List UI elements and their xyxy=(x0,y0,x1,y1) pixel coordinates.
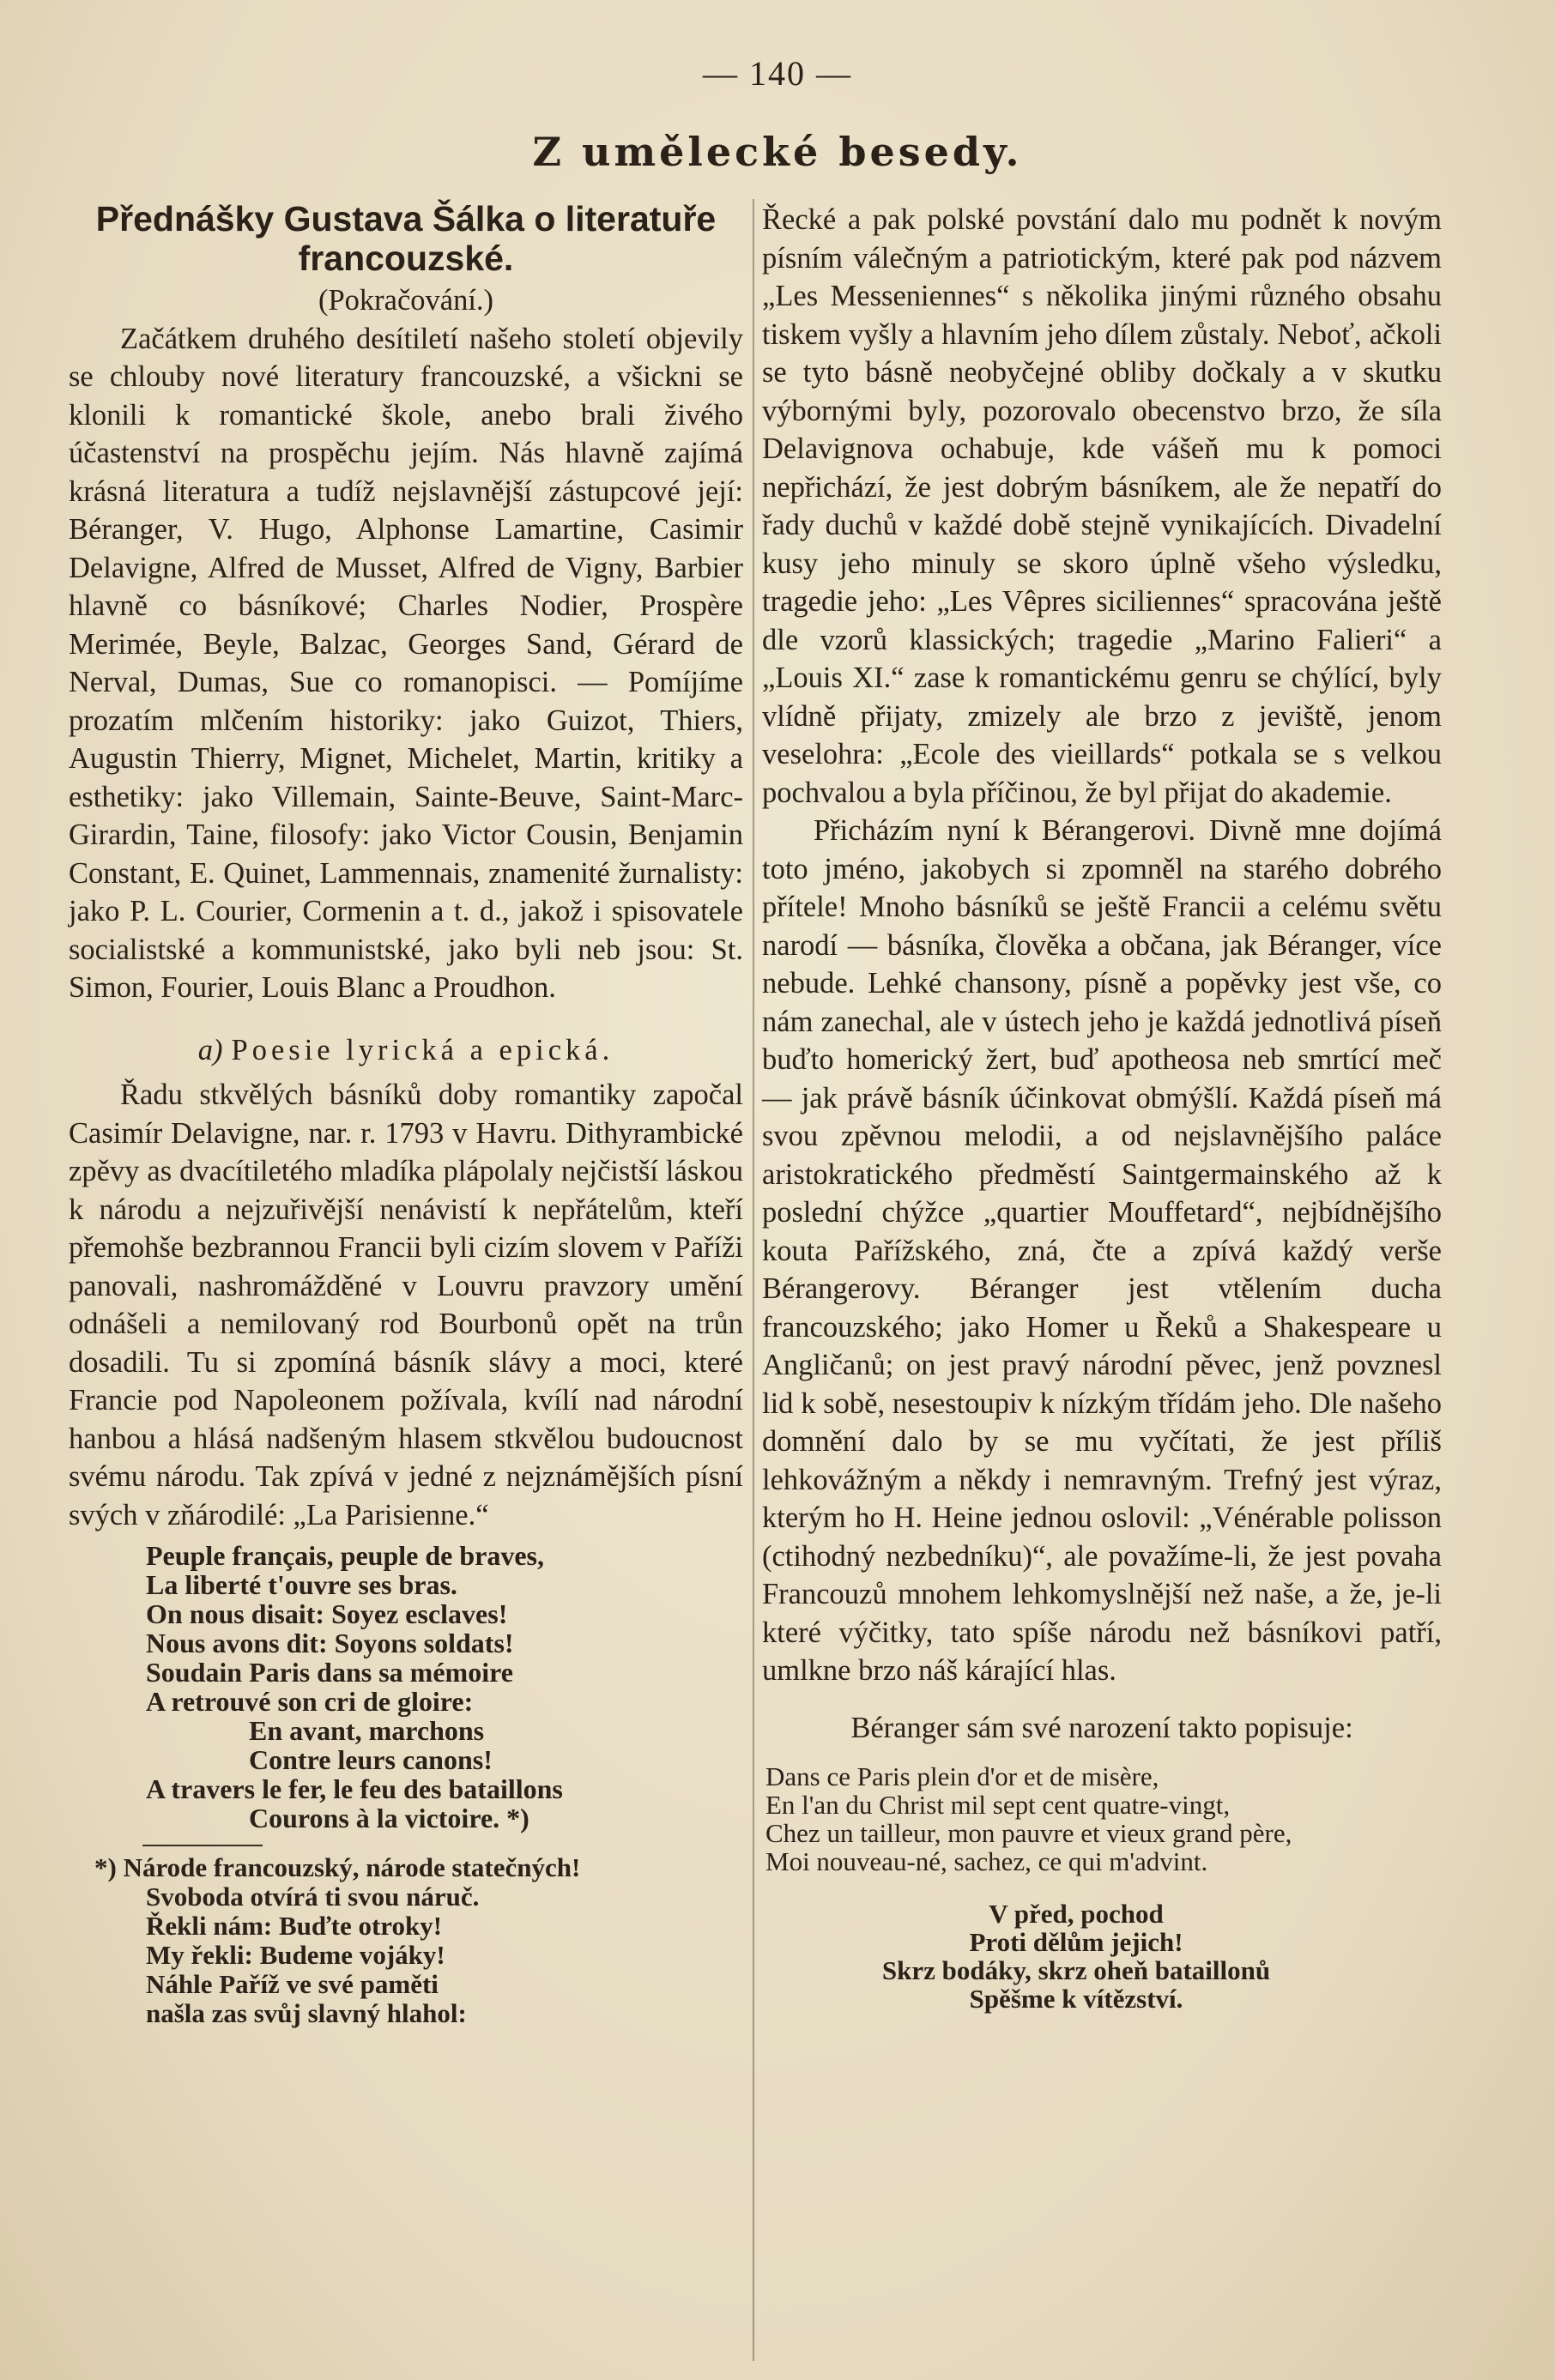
poem-line: La liberté t'ouvre ses bras. xyxy=(146,1569,457,1600)
page-number: — 140 — xyxy=(703,54,852,93)
section-title: Z umělecké besedy. xyxy=(532,129,1023,175)
poem-beranger xyxy=(762,1762,1442,1876)
poem-line: En l'an du Christ mil sept cent quatre-vingt, xyxy=(765,1790,1231,1820)
poem-line: V před, pochod xyxy=(989,1899,1164,1929)
poem-line: Courons à la victoire. *) xyxy=(249,1803,529,1833)
poem-line: A retrouvé son cri de gloire: xyxy=(146,1686,474,1717)
poem-line: On nous disait: Soyez esclaves! xyxy=(146,1598,508,1629)
poem-line: Peuple français, peuple de braves, xyxy=(146,1540,544,1571)
poem-line: Moi nouveau-né, sachez, ce qui m'advint. xyxy=(765,1846,1208,1876)
footnote-rule xyxy=(142,1845,263,1846)
poem-line: A travers le fer, le feu des bataillons xyxy=(146,1773,563,1804)
footnote-line: Náhle Paříž ve své paměti xyxy=(146,1969,439,1999)
continued-note: (Pokračování.) xyxy=(318,284,494,317)
poem-la-parisienne xyxy=(69,1541,743,1833)
right-column xyxy=(762,201,1442,2013)
poem-line: Spěšme k vítězství. xyxy=(969,1984,1183,2014)
paragraph-2: Řadu stkvělých básníků doby romantiky započal Casimír Delavigne, nar. r. 1793 v Havru. Dithyrambické zpěvy as dvacítiletého mladíka plápolaly nejčistší láskou k národu a nejzuřivější nenávistí k nepřátelům, kteří přemohše bezbrannou Francii byli cizím slovem v Paříži panovali, nashromážděné v Louvru pravzory umění odnášeli a nemilovaný rod Bourbonů opět na trůn dosadili. Tu si zpomíná básník slávy a moci, které Francie pod Napoleonem požívala, kvílí nad národní hanbou a hlásá nadšeným hlasem stkvělou budoucnost svému národu. Tak zpívá v jedné z nejznámějších písní svých v zňárodilé: „La Parisienne.“ xyxy=(69,1078,743,1531)
subheading xyxy=(69,1031,743,1070)
poem-line: Dans ce Paris plein d'or et de misère, xyxy=(765,1761,1159,1791)
poem-line: Contre leurs canons! xyxy=(249,1744,493,1775)
paragraph-3: Řecké a pak polské povstání dalo mu podnět k novým písním válečným a patriotickým, které pak pod názvem „Les Messeniennes“ s několika jinými různého obsahu tiskem vyšly a hlavním jeho dílem zůstaly. Neboť, ačkoli se tyto básně neobyčejné obliby dočkaly a v skutku výbornými byly, pozorovalo obecenstvo brzo, že síla Delavignova ochabuje, kde vášeň mu k pomoci nepřichází, že jest dobrým básníkem, ale že nepatří do řady duchů v každé době stejně vynikajících. Divadelní kusy jeho minuly se skoro úplně všeho výsledku, tragedie jeho: „Les Vêpres siciliennes“ spracována ještě dle vzorů klassických; tragedie „Marino Falieri“ a „Louis XI.“ zase k romantickému genru se chýlící, byly vlídně přijaty, zmizely ale brzo z jeviště, jenom veselohra: „Ecole des vieillards“ potkala se s velkou pochvalou a byla příčinou, že byl přijat do akademie. xyxy=(762,203,1442,809)
paragraph-1: Začátkem druhého desítiletí našeho století objevily se chlouby nové literatury francouzské, a všickni se klonili k romantické škole, anebo brali živého účastenství na prospěchu jejím. Nás hlavně zajímá krásná literatura a tudíž nejslavnější zástupcové její: Béranger, V. Hugo, Alphonse Lamartine, Casimir Delavigne, Alfred de Musset, Alfred de Vigny, Barbier hlavně co básníkové; Charles Nodier, Prospère Merimée, Beyle, Balzac, Georges Sand, Gérard de Nerval, Dumas, Sue co romanopisci. — Pomíjíme prozatím mlčením historiky: jako Guizot, Thiers, Augustin Thierry, Mignet, Michelet, Martin, kritiky a esthetiky: jako Villemain, Sainte-Beuve, Saint-Marc-Girardin, Taine, filosofy: jako Victor Cousin, Benjamin Constant, E. Quinet, Lammennais, znamenité žurnalisty: jako P. L. Courier, Cormenin a t. d., jakož i spisovatele socialistské a kommunistské, jako byli neb jsou: St. Simon, Fourier, Louis Blanc a Proudhon. xyxy=(69,322,743,1004)
footnote-line: Svoboda otvírá ti svou náruč. xyxy=(146,1882,480,1912)
footnote-line: našla zas svůj slavný hlahol: xyxy=(146,1998,467,2028)
poem-line: Soudain Paris dans sa mémoire xyxy=(146,1657,513,1688)
subheading-letter: a) xyxy=(197,1033,223,1066)
footnote-line: *) Národe francouzský, národe statečných! xyxy=(94,1852,581,1882)
article-title: Přednášky Gustava Šálka o literatuře francouzské. xyxy=(95,199,717,278)
paragraph-4: Přicházím nyní k Bérangerovi. Divně mne dojímá toto jméno, jakobych si zpomněl na starého dobrého přítele! Mnoho básníků se ještě Francii a celému světu narodí — básníka, člověka a občana, jak Béranger, více nebude. Lehké chansony, písně a popěvky jest vše, co nám zanechal, ale v ústech jeho je každá jednotlivá píseň buďto homerický žert, buď apotheosa neb smrtící meč — jak právě básník účinkovat obmýšlí. Každá píseň má svou zpěvnou melodii, a od nejslavnějšího paláce aristokratického předměstí Saintgermainského až k poslední chýžce „quartier Mouffetard“, nejbídnějšího kouta Pařížského, zná, čte a zpívá každý verše Bérangerovy. Béranger jest vtělením ducha francouzského; jako Homer u Řeků a Shakespeare u Angličanů; on jest pravý národní pěvec, jenž povznesl lid k sobě, nesestoupiv k nízkým třídám jeho. Dle našeho domnění dalo by se mu vyčítati, že jest příliš lehkovážným a někdy i nemravným. Trefný jest výraz, kterým ho H. Heine jednou oslovil: „Vénérable polisson (ctihodný nezbedníku)“, ale považíme-li, že jest povaha Francouzů mnohem lehkomyslnější než naše, a že, je-li které výčitky, tato spíše národu než básníkovi patří, umlkne brzo náš kárající hlas. xyxy=(762,814,1442,1687)
column-divider xyxy=(753,199,754,2361)
footnote xyxy=(69,1853,743,2028)
poem-line: Nous avons dit: Soyons soldats! xyxy=(146,1628,514,1658)
poem-translation xyxy=(762,1900,1442,2013)
footnote-line: My řekli: Budeme vojáky! xyxy=(146,1940,445,1970)
left-column xyxy=(69,199,743,2028)
poem-line: Skrz bodáky, skrz oheň bataillonů xyxy=(881,1955,1271,1985)
poem-line: Chez un tailleur, mon pauvre et vieux grand père, xyxy=(765,1818,1292,1848)
poem-line: En avant, marchons xyxy=(249,1715,485,1746)
footnote-line: Řekli nám: Buďte otroky! xyxy=(146,1911,443,1941)
poem-line: Proti dělům jejich! xyxy=(969,1927,1183,1957)
paragraph-5: Béranger sám své narození takto popisuje: xyxy=(850,1711,1353,1744)
subheading-text: Poesie lyrická a epická. xyxy=(231,1033,614,1066)
